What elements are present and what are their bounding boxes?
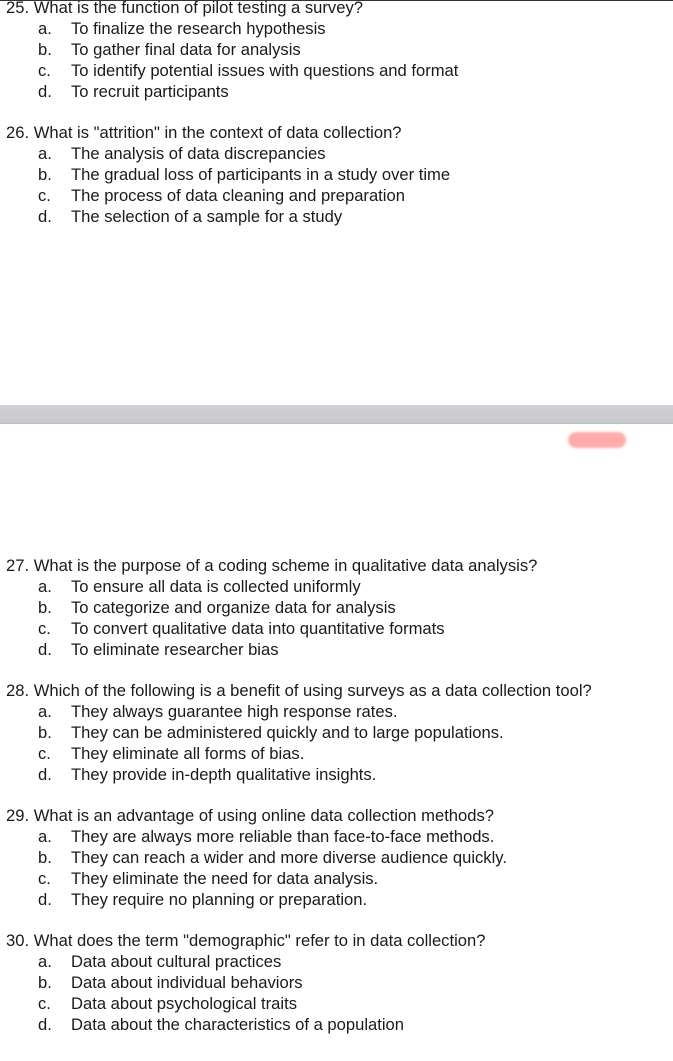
- option-a[interactable]: [6, 576, 671, 597]
- option-text: The selection of a sample for a study: [71, 207, 343, 226]
- option-text: They can be administered quickly and to large populations.: [71, 723, 504, 742]
- option-b[interactable]: [6, 164, 671, 185]
- option-text: They eliminate the need for data analysis.: [71, 869, 379, 888]
- option-d[interactable]: [6, 206, 671, 227]
- question-28: [6, 680, 671, 785]
- question-number: 25.: [6, 0, 30, 17]
- option-d[interactable]: [6, 639, 671, 660]
- option-letter: c.: [38, 619, 51, 638]
- option-letter: c.: [38, 186, 51, 205]
- option-letter: a.: [38, 827, 52, 846]
- option-b[interactable]: [6, 39, 671, 60]
- question-29: [6, 805, 671, 910]
- question-text: What is an advantage of using online data collection methods?: [33, 806, 495, 825]
- option-a[interactable]: [6, 701, 671, 722]
- option-text: Data about the characteristics of a population: [71, 1015, 405, 1034]
- option-text: To ensure all data is collected uniformly: [71, 577, 361, 596]
- option-a[interactable]: [6, 18, 671, 39]
- option-c[interactable]: [6, 868, 671, 889]
- question-number: 28.: [6, 681, 30, 700]
- option-a[interactable]: [6, 826, 671, 847]
- option-text: The analysis of data discrepancies: [71, 144, 326, 163]
- question-25: [6, 0, 671, 102]
- option-letter: d.: [38, 1015, 52, 1034]
- option-text: To convert qualitative data into quantitative formats: [71, 619, 445, 638]
- question-title: [6, 122, 671, 143]
- question-number: 30.: [6, 931, 30, 950]
- question-text: What does the term "demographic" refer to in data collection?: [33, 931, 486, 950]
- option-letter: a.: [38, 702, 52, 721]
- question-text: What is the purpose of a coding scheme in qualitative data analysis?: [33, 556, 538, 575]
- question-number: 29.: [6, 806, 30, 825]
- option-list: [6, 701, 671, 785]
- option-list: [6, 18, 671, 102]
- page-break-divider: [0, 405, 673, 424]
- option-list: [6, 143, 671, 227]
- option-letter: a.: [38, 144, 52, 163]
- option-c[interactable]: [6, 60, 671, 81]
- question-27: [6, 555, 671, 660]
- option-text: To finalize the research hypothesis: [71, 19, 326, 38]
- option-letter: a.: [38, 19, 52, 38]
- option-c[interactable]: [6, 993, 671, 1014]
- option-letter: b.: [38, 598, 52, 617]
- option-letter: a.: [38, 952, 52, 971]
- option-text: To categorize and organize data for analysis: [71, 598, 396, 617]
- option-letter: b.: [38, 723, 52, 742]
- question-text: What is the function of pilot testing a survey?: [33, 0, 363, 17]
- option-b[interactable]: [6, 972, 671, 993]
- option-b[interactable]: [6, 597, 671, 618]
- option-list: [6, 576, 671, 660]
- option-letter: d.: [38, 640, 52, 659]
- option-d[interactable]: [6, 889, 671, 910]
- question-title: [6, 555, 671, 576]
- option-text: Data about individual behaviors: [71, 973, 303, 992]
- option-letter: c.: [38, 994, 51, 1013]
- option-letter: c.: [38, 869, 51, 888]
- option-letter: b.: [38, 40, 52, 59]
- option-text: To identify potential issues with questions and format: [71, 61, 459, 80]
- question-text: What is "attrition" in the context of data collection?: [33, 123, 402, 142]
- option-list: [6, 826, 671, 910]
- option-d[interactable]: [6, 1014, 671, 1035]
- option-a[interactable]: [6, 143, 671, 164]
- option-letter: a.: [38, 577, 52, 596]
- option-letter: b.: [38, 848, 52, 867]
- option-d[interactable]: [6, 764, 671, 785]
- question-title: [6, 680, 671, 701]
- option-a[interactable]: [6, 951, 671, 972]
- question-number: 27.: [6, 556, 30, 575]
- option-letter: b.: [38, 165, 52, 184]
- option-letter: d.: [38, 82, 52, 101]
- red-highlight-mark: [568, 432, 626, 448]
- option-text: The gradual loss of participants in a study over time: [71, 165, 451, 184]
- option-c[interactable]: [6, 185, 671, 206]
- option-letter: d.: [38, 890, 52, 909]
- option-text: Data about cultural practices: [71, 952, 282, 971]
- option-letter: c.: [38, 61, 51, 80]
- option-text: They eliminate all forms of bias.: [71, 744, 305, 763]
- option-list: [6, 951, 671, 1035]
- option-d[interactable]: [6, 81, 671, 102]
- question-30: [6, 930, 671, 1035]
- option-letter: b.: [38, 973, 52, 992]
- option-text: They can reach a wider and more diverse audience quickly.: [71, 848, 507, 867]
- option-text: Data about psychological traits: [71, 994, 297, 1013]
- question-number: 26.: [6, 123, 30, 142]
- option-text: They provide in-depth qualitative insights.: [71, 765, 377, 784]
- question-26: [6, 122, 671, 227]
- question-title: [6, 805, 671, 826]
- option-text: To gather final data for analysis: [71, 40, 301, 59]
- option-letter: d.: [38, 765, 52, 784]
- option-letter: c.: [38, 744, 51, 763]
- option-c[interactable]: [6, 618, 671, 639]
- question-title: [6, 0, 671, 18]
- option-b[interactable]: [6, 722, 671, 743]
- option-text: To recruit participants: [71, 82, 229, 101]
- option-text: The process of data cleaning and preparation: [71, 186, 405, 205]
- option-text: To eliminate researcher bias: [71, 640, 279, 659]
- question-title: [6, 930, 671, 951]
- option-text: They are always more reliable than face-to-face methods.: [71, 827, 495, 846]
- question-text: Which of the following is a benefit of using surveys as a data collection tool?: [33, 681, 592, 700]
- option-text: They always guarantee high response rates.: [71, 702, 398, 721]
- option-text: They require no planning or preparation.: [71, 890, 368, 909]
- option-letter: d.: [38, 207, 52, 226]
- option-b[interactable]: [6, 847, 671, 868]
- option-c[interactable]: [6, 743, 671, 764]
